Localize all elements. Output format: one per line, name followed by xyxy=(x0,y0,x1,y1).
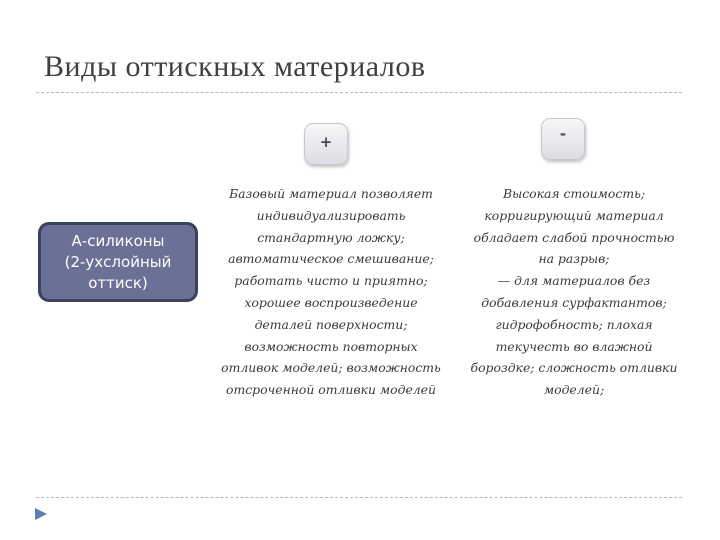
minus-label: - xyxy=(559,125,567,143)
triangle-arrow-icon[interactable] xyxy=(34,506,48,525)
title-divider xyxy=(36,92,682,93)
slide-title: Виды оттискных материалов xyxy=(44,50,426,83)
minus-badge xyxy=(541,118,585,160)
footer-divider xyxy=(36,497,682,498)
pros-text: Базовый материал позволяет индивидуализировать стандартную ложку; автоматическое смешивание; работать чисто и приятно; хорошее воспроизведение деталей поверхности; возможность повторных отливок моделей; возможность отсроченной отливки моделей xyxy=(221,186,441,398)
category-label: А-силиконы (2-ухслойный оттиск) xyxy=(64,231,172,292)
cons-text: Высокая стоимость; корригирующий материал обладает слабой прочностью на разрыв; — для материалов без добавления сурфактантов; гидрофобность; плохая текучесть во влажной бороздке; сложность отливки моделей; xyxy=(470,186,678,398)
plus-badge xyxy=(304,123,348,165)
category-box xyxy=(38,222,198,302)
plus-label: + xyxy=(319,133,333,151)
